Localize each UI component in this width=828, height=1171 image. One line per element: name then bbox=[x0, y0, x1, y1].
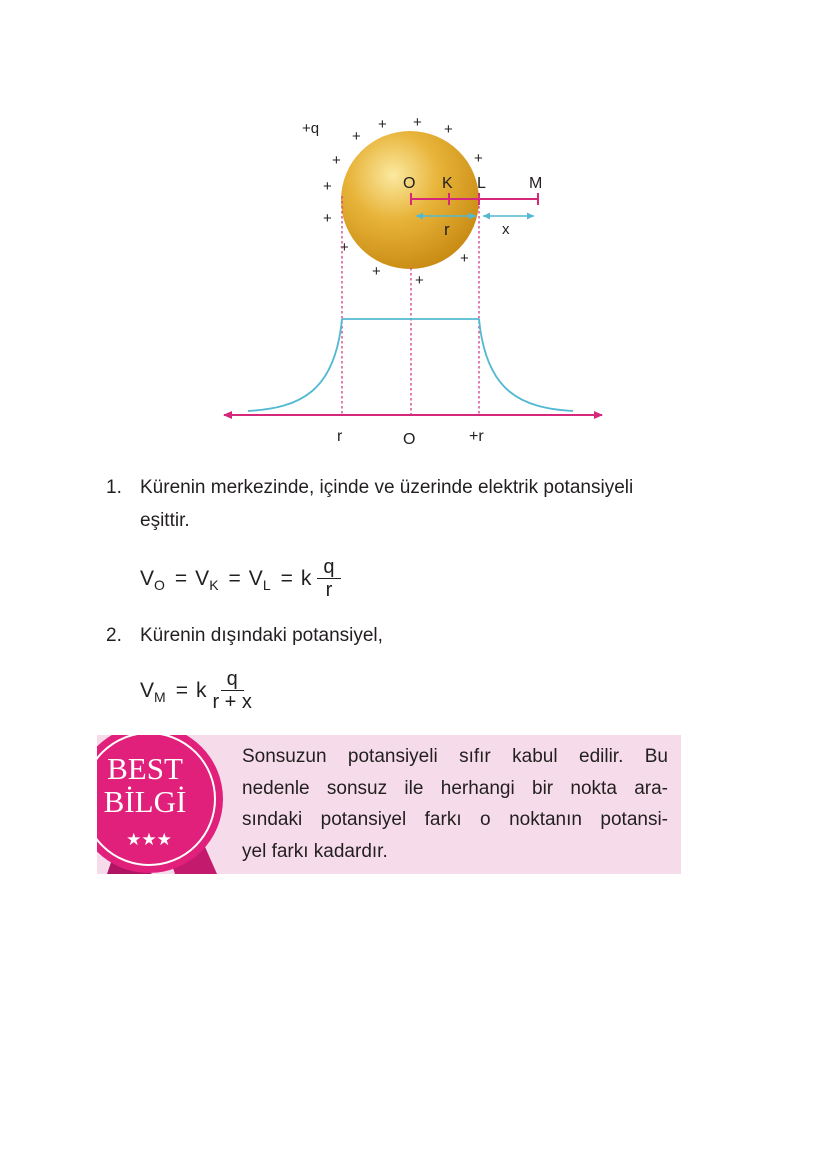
plus-sign: + bbox=[372, 263, 381, 280]
plus-sign: + bbox=[378, 116, 387, 133]
numerator: q bbox=[221, 668, 244, 691]
var-V: V bbox=[248, 566, 263, 590]
axis-label-plus-r: +r bbox=[469, 428, 484, 445]
plus-sign: + bbox=[332, 152, 341, 169]
radius-label: r bbox=[444, 220, 450, 239]
badge-stars: ★★★ bbox=[126, 830, 172, 850]
fraction bbox=[317, 556, 340, 601]
info-line: sındaki potansiyel farkı o noktanın potansi- bbox=[242, 809, 668, 830]
info-line: yel farkı kadardır. bbox=[242, 840, 388, 862]
denominator: r bbox=[325, 579, 333, 601]
denominator: r + x bbox=[212, 691, 252, 713]
axis-label-minus-r: r bbox=[337, 428, 343, 445]
sub-L: L bbox=[262, 576, 271, 593]
formula-inside-potential bbox=[140, 556, 341, 601]
distance-x-label: x bbox=[502, 221, 510, 238]
point-label-L: L bbox=[477, 175, 486, 192]
info-text bbox=[242, 741, 668, 867]
plus-sign: + bbox=[340, 239, 349, 256]
constant-k: k bbox=[300, 566, 312, 590]
sub-K: K bbox=[209, 576, 219, 593]
plus-sign: + bbox=[323, 178, 332, 195]
var-V: V bbox=[140, 566, 155, 590]
best-bilgi-badge bbox=[97, 735, 227, 874]
numerator: q bbox=[317, 556, 340, 579]
axis-label-origin: O bbox=[403, 431, 416, 448]
point-label-K: K bbox=[442, 175, 453, 192]
item-text-line2: eşittir. bbox=[140, 510, 190, 531]
info-line: nedenle sonsuz ile herhangi bir nokta ara- bbox=[242, 777, 668, 799]
item-number: 2. bbox=[106, 625, 122, 646]
badge-text-bilgi: BİLGİ bbox=[103, 784, 187, 819]
charge-label-plus-q: +q bbox=[302, 120, 320, 137]
formula-outside-potential bbox=[140, 668, 252, 713]
badge-text-best: BEST bbox=[107, 751, 183, 786]
plus-sign: + bbox=[474, 150, 483, 167]
point-label-M: M bbox=[529, 175, 543, 192]
var-V: V bbox=[195, 566, 210, 590]
point-label-O: O bbox=[403, 175, 416, 192]
info-line: Sonsuzun potansiyeli sıfır kabul edilir. Bu bbox=[242, 746, 668, 767]
plus-sign: + bbox=[444, 121, 453, 138]
plus-sign: + bbox=[323, 210, 332, 227]
equals-sign: = bbox=[175, 678, 188, 702]
sub-M: M bbox=[154, 688, 166, 705]
plus-sign: + bbox=[413, 114, 422, 131]
fraction bbox=[212, 668, 251, 713]
var-V: V bbox=[140, 678, 155, 702]
equals-sign: = bbox=[174, 566, 188, 590]
sub-O: O bbox=[154, 576, 165, 593]
item-number: 1. bbox=[106, 477, 122, 498]
item-text-line1: Kürenin merkezinde, içinde ve üzerinde elektrik potansiyeli bbox=[140, 477, 634, 498]
plus-sign: + bbox=[415, 272, 424, 289]
sphere-potential-figure bbox=[0, 0, 828, 460]
item-text-line1: Kürenin dışındaki potansiyel, bbox=[140, 625, 383, 646]
plus-sign: + bbox=[460, 250, 469, 267]
constant-k: k bbox=[195, 678, 207, 702]
equals-sign: = bbox=[228, 566, 241, 590]
plus-sign: + bbox=[352, 128, 361, 145]
equals-sign: = bbox=[280, 566, 293, 590]
